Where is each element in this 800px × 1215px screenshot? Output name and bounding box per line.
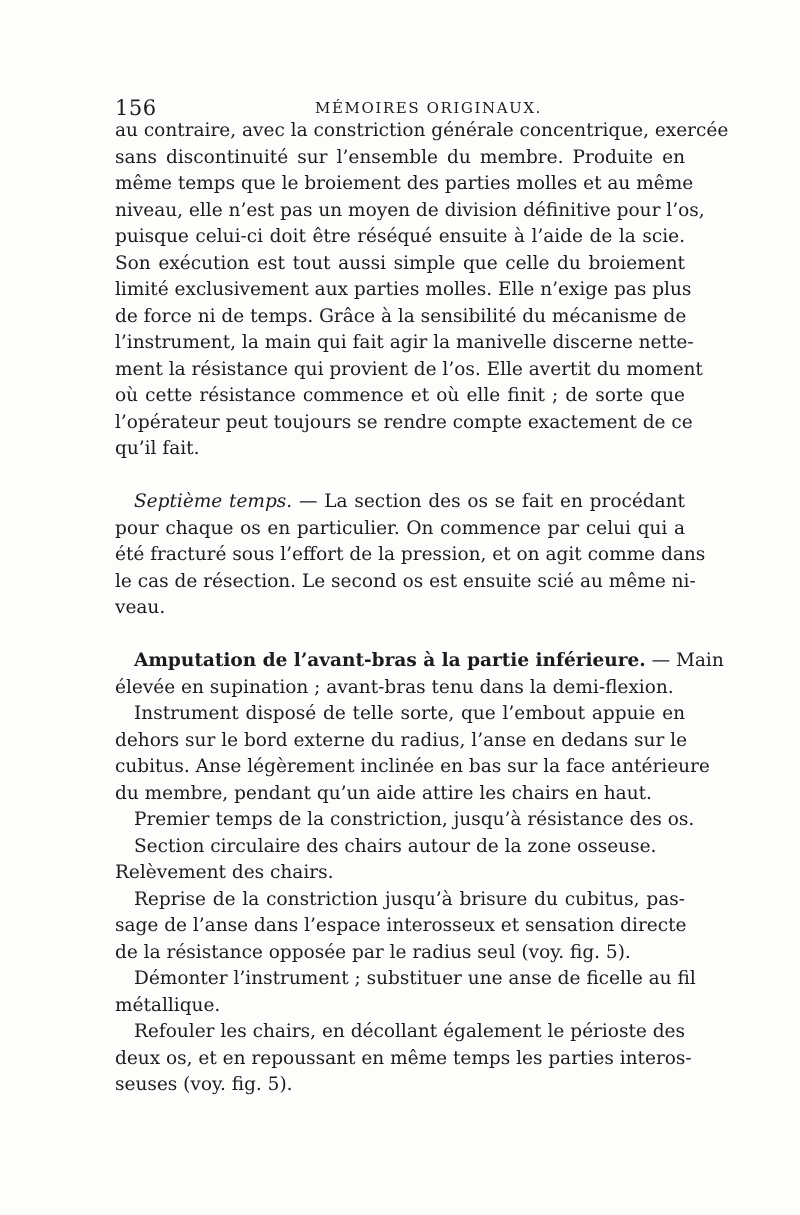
- text-line: Instrument disposé de telle sorte, que l’embout appuie en: [134, 703, 685, 724]
- text-line: Refouler les chairs, en décollant également le périoste des: [134, 1021, 685, 1042]
- text-line: niveau, elle n’est pas un moyen de division définitive pour l’os,: [115, 199, 705, 221]
- paragraph-septieme-temps: [115, 489, 706, 622]
- text-line: l’opérateur peut toujours se rendre compte exactement de ce: [115, 411, 693, 433]
- text-line: l’instrument, la main qui fait agir la manivelle discerne nette-: [115, 332, 694, 353]
- paragraph-amputation-heading: [115, 648, 724, 701]
- running-head: [115, 96, 685, 120]
- text-line: du membre, pendant qu’un aide attire les chairs en haut.: [115, 782, 652, 804]
- paragraph-refouler: [115, 1019, 692, 1099]
- text-span: — Main: [645, 650, 724, 671]
- text-line: Démonter l’instrument ; substituer une anse de ficelle au fil: [134, 968, 696, 989]
- text-line: qu’il fait.: [115, 438, 200, 459]
- text-line: deux os, et en repoussant en même temps les parties interos-: [115, 1047, 692, 1069]
- page-number: 156: [115, 96, 157, 120]
- text-line: dehors sur le bord externe du radius, l’anse en dedans sur le: [115, 729, 688, 751]
- paragraph-gap: [115, 463, 685, 490]
- text-line: même temps que le broiement des parties molles et au même: [115, 173, 694, 194]
- text-line: Reprise de la constriction jusqu’à brisure du cubitus, pas-: [134, 888, 685, 910]
- text-line: Relèvement des chairs.: [115, 862, 334, 883]
- paragraph-heading: Septième temps.: [134, 491, 293, 512]
- text-line: où cette résistance commence et où elle finit ; de sorte que: [115, 385, 685, 406]
- text-line: Son exécution est tout aussi simple que celle du broiement: [115, 252, 685, 274]
- paragraph-section-circulaire: [115, 834, 685, 887]
- text-line: métallique.: [115, 994, 221, 1016]
- text-line: le cas de résection. Le second os est ensuite scié au même ni-: [115, 570, 696, 592]
- text-line: veau.: [115, 597, 166, 618]
- paragraph-demonter: [115, 966, 696, 1019]
- text-span: — La section des os se fait en procédant: [292, 491, 685, 512]
- text-line: cubitus. Anse légèrement inclinée en bas sur la face antérieure: [115, 756, 710, 777]
- running-title: MÉMOIRES ORIGINAUX.: [315, 99, 543, 117]
- text-line: sans discontinuité sur l’ensemble du membre. Produite en: [115, 146, 685, 168]
- text-line: ment la résistance qui provient de l’os. Elle avertit du moment: [115, 358, 703, 380]
- text-line: limité exclusivement aux parties molles. Elle n’exige pas plus: [115, 279, 692, 300]
- paragraph-continuation: [115, 118, 729, 463]
- text-line: [115, 648, 724, 675]
- text-line: élevée en supination ; avant-bras tenu dans la demi-flexion.: [115, 676, 674, 698]
- paragraph-gap: [115, 622, 685, 649]
- text-line: de la résistance opposée par le radius seul (voy. fig. 5).: [115, 941, 631, 963]
- text-line: Premier temps de la constriction, jusqu’à résistance des os.: [134, 809, 695, 830]
- text-line: puisque celui-ci doit être réséqué ensuite à l’aide de la scie.: [115, 226, 685, 247]
- text-line: seuses (voy. fig. 5).: [115, 1074, 293, 1095]
- text-line: sage de l’anse dans l’espace interosseux et sensation directe: [115, 915, 687, 936]
- paragraph-reprise: [115, 887, 685, 967]
- paragraph-instrument: [115, 701, 710, 807]
- text-line: de force ni de temps. Grâce à la sensibilité du mécanisme de: [115, 305, 687, 327]
- section-heading: Amputation de l’avant-bras à la partie inférieure.: [134, 650, 646, 671]
- text-line: [115, 489, 685, 516]
- text-line: été fracturé sous l’effort de la pression, et on agit comme dans: [115, 544, 706, 565]
- text-line: pour chaque os en particulier. On commence par celui qui a: [115, 517, 685, 539]
- text-line: Section circulaire des chairs autour de la zone osseuse.: [134, 835, 657, 857]
- paragraph-premier-temps: [115, 807, 695, 834]
- text-line: au contraire, avec la constriction générale concentrique, exercée: [115, 120, 729, 141]
- body-text: [115, 118, 729, 1099]
